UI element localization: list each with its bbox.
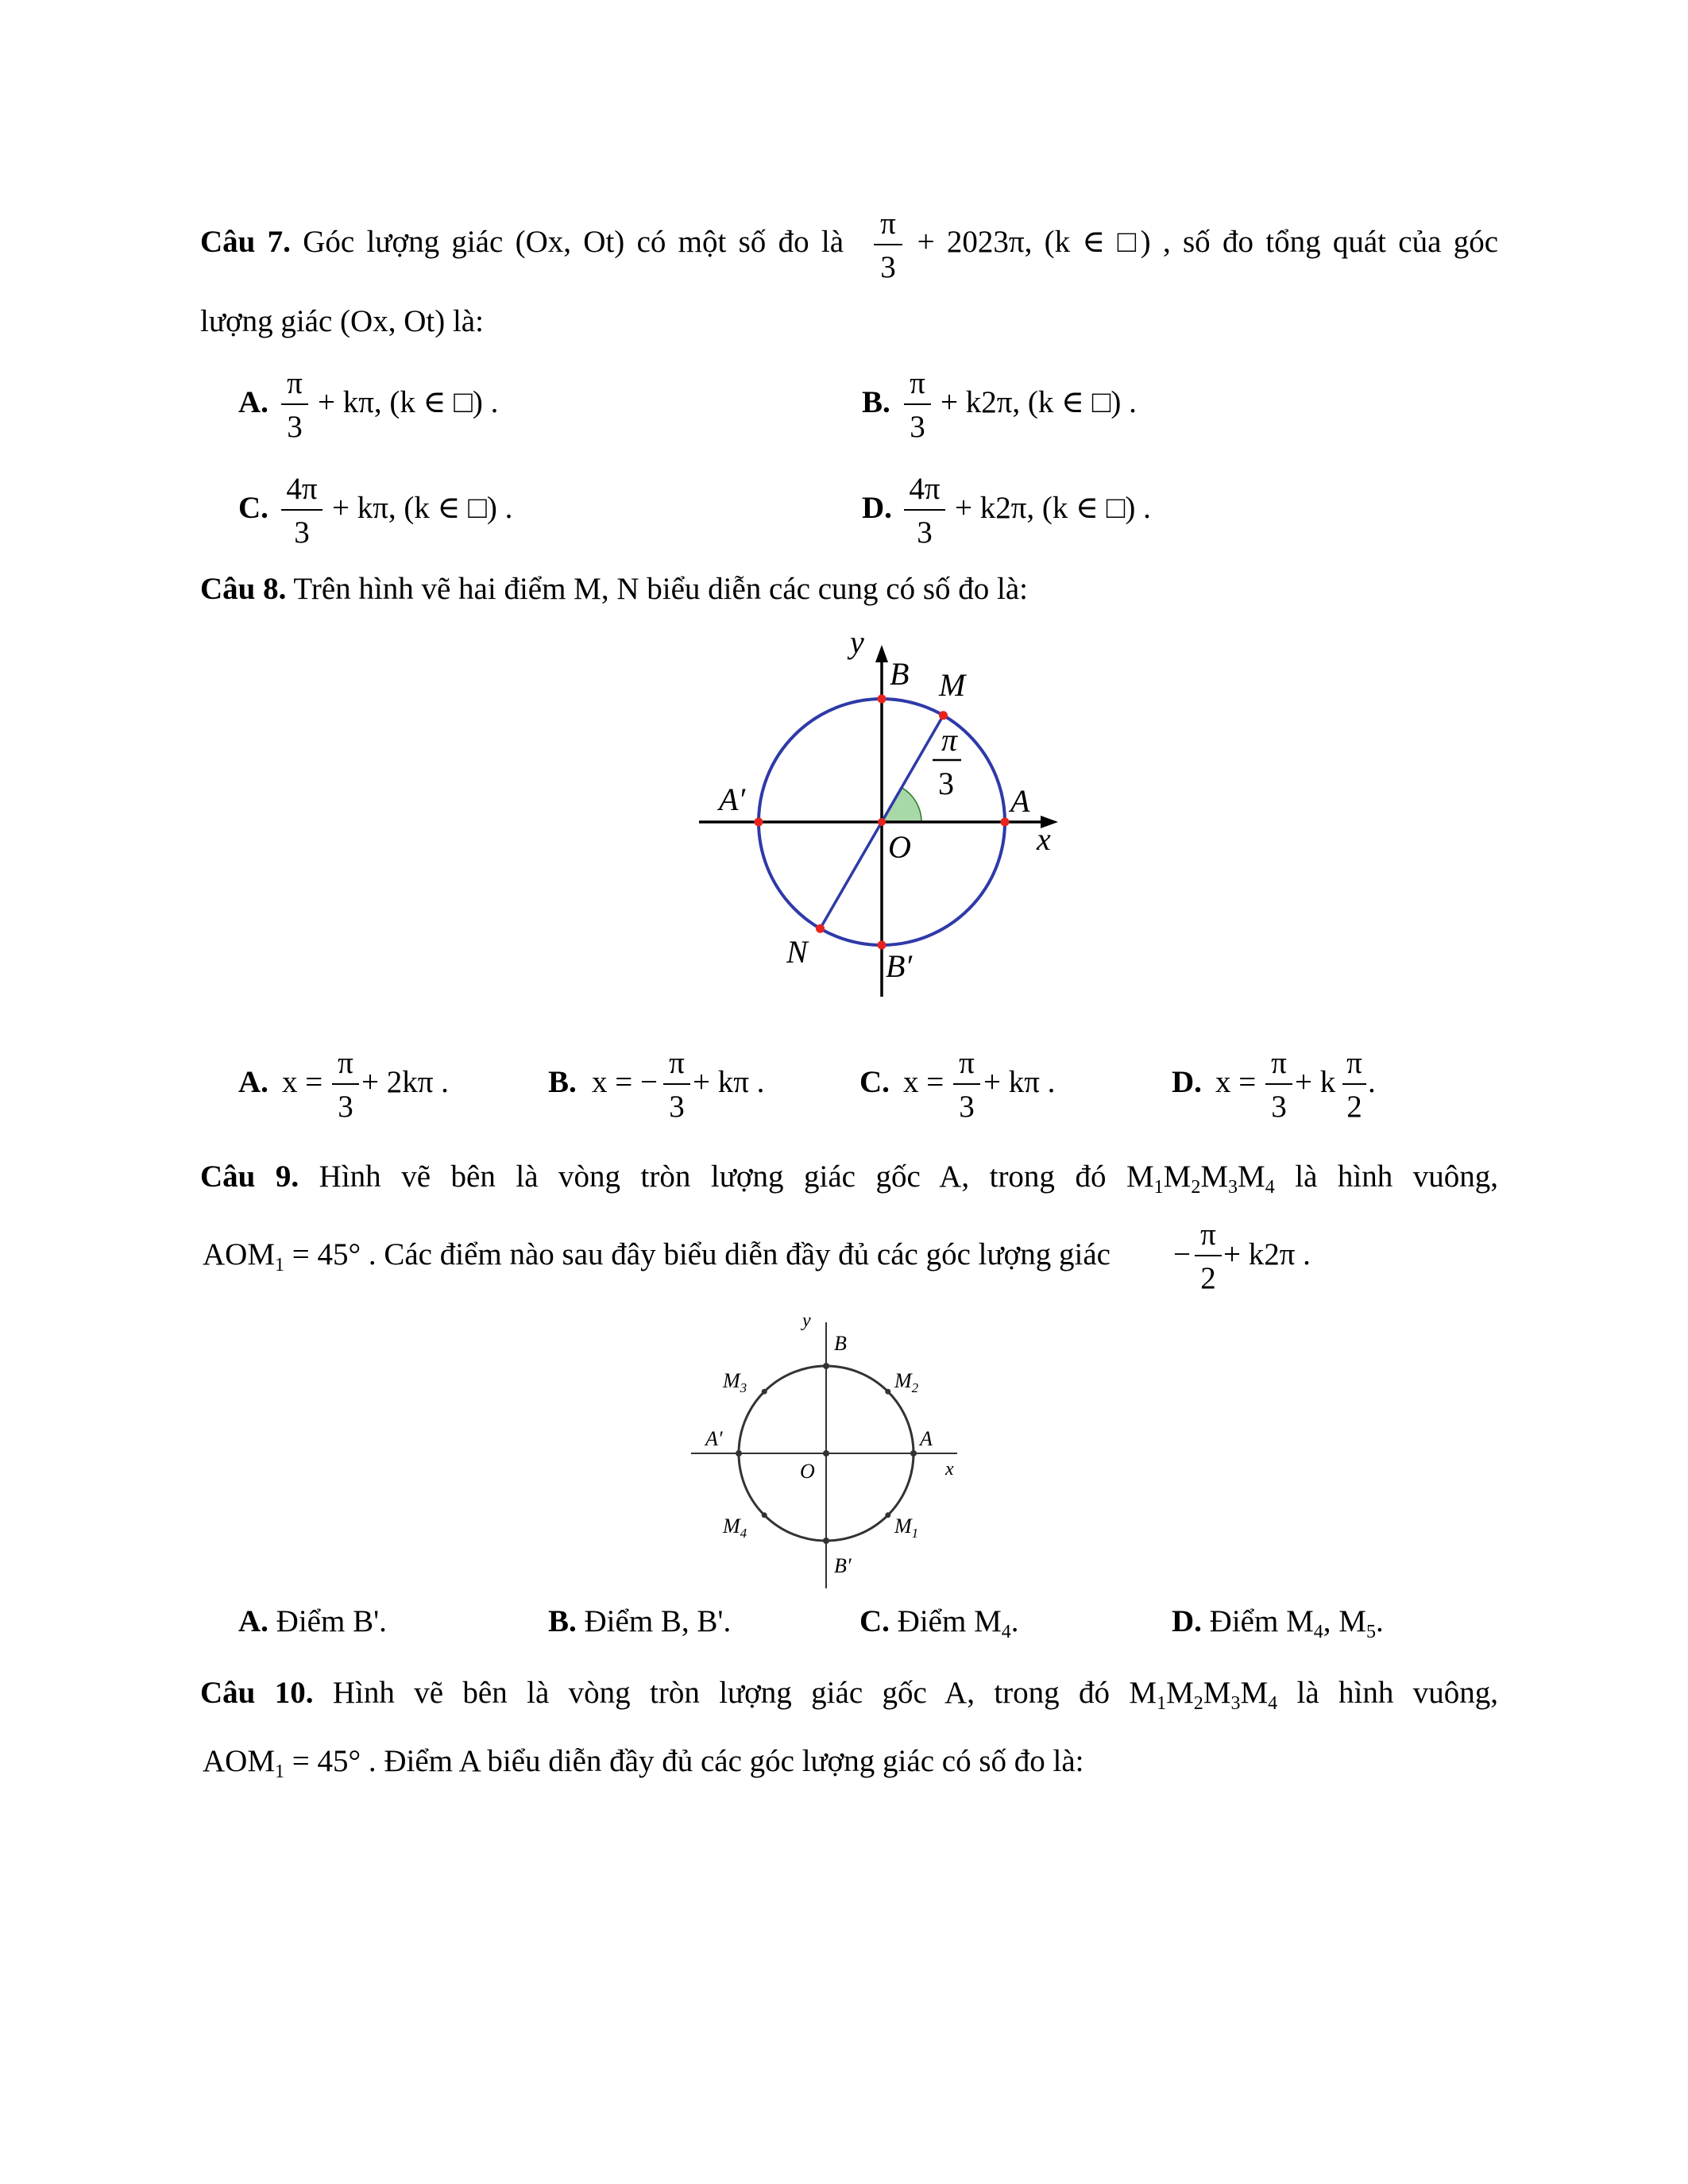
point-b-prime bbox=[878, 941, 886, 950]
point-m bbox=[939, 711, 948, 720]
point-n bbox=[816, 924, 825, 933]
q9-aom: AOM bbox=[203, 1237, 276, 1271]
q8-label: Câu 8. bbox=[200, 572, 287, 606]
q7-frac-den: 3 bbox=[880, 250, 896, 284]
option-fraction: π 3 bbox=[281, 368, 308, 442]
option-prefix: x = bbox=[903, 1065, 944, 1099]
q7-line1-a: Góc lượng giác (Ox, Ot) có một số đo là bbox=[303, 225, 844, 259]
label-o: O bbox=[888, 829, 911, 865]
label-a-prime: A′ bbox=[719, 781, 746, 817]
q7-line2: lượng giác (Ox, Ot) là: bbox=[200, 304, 484, 338]
option-text: + kπ, (k ∈ □) . bbox=[332, 491, 513, 525]
q9-expr-tail: + k2π . bbox=[1223, 1237, 1311, 1271]
label-x: x bbox=[1037, 821, 1051, 857]
point-a bbox=[1001, 818, 1010, 827]
option-letter: C. bbox=[238, 491, 268, 525]
option-text: . bbox=[1368, 1065, 1376, 1099]
q9-expr-fraction: π 2 bbox=[1195, 1219, 1222, 1294]
label-y: y bbox=[850, 635, 864, 660]
label-m3: $M_3$ bbox=[723, 1369, 747, 1395]
point-a-prime bbox=[736, 1450, 742, 1457]
option-fraction: 4π 3 bbox=[904, 473, 945, 548]
option-fraction: π 3 bbox=[332, 1048, 359, 1122]
q9-line1-text: Hình vẽ bên là vòng tròn lượng giác gốc A, trong đó M bbox=[319, 1160, 1154, 1194]
q9-line1-end: là hình vuông, bbox=[1295, 1160, 1499, 1194]
label-b-prime: B′ bbox=[886, 948, 913, 984]
label-m4: $M_4$ bbox=[723, 1515, 747, 1541]
option-text: + kπ, (k ∈ □) . bbox=[318, 385, 499, 419]
label-angle-den: 3 bbox=[938, 766, 954, 801]
point-m1 bbox=[885, 1512, 890, 1518]
q7-line1-b: + 2023π, (k ∈ □) , số đo tổng quát của góc bbox=[917, 225, 1499, 259]
option-letter: A. bbox=[238, 385, 268, 419]
q9-line1: Câu 9. Hình vẽ bên là vòng tròn lượng giác gốc A, trong đó $M_1M_2M_3M_4$ là hình vuông, bbox=[200, 1160, 1499, 1198]
q9-label: Câu 9. bbox=[200, 1160, 299, 1194]
q9-aom-value: = 45° . Các điểm nào sau đây biểu diễn đầy đủ các góc lượng giác bbox=[292, 1237, 1111, 1271]
option-fraction: π 3 bbox=[1265, 1048, 1292, 1122]
option-text: + k2π, (k ∈ □) . bbox=[955, 491, 1151, 525]
option-text: Điểm B'. bbox=[276, 1604, 387, 1638]
point-m4 bbox=[762, 1512, 767, 1518]
option-text: + kπ . bbox=[693, 1065, 765, 1099]
point-b bbox=[823, 1363, 829, 1369]
label-angle-num: π bbox=[941, 722, 958, 758]
option-fraction: π 3 bbox=[663, 1048, 690, 1122]
option-fraction: 4π 3 bbox=[281, 473, 323, 548]
q10-line1-text: Hình vẽ bên là vòng tròn lượng giác gốc A, trong đó M bbox=[332, 1676, 1157, 1710]
q10-aom-value: = 45° . Điểm A biểu diễn đầy đủ các góc lượng giác có số đo là: bbox=[292, 1744, 1084, 1778]
option-text: + 2kπ . bbox=[361, 1065, 449, 1099]
q10-line1: Câu 10. Hình vẽ bên là vòng tròn lượng giác gốc A, trong đó $M_1M_2M_3M_4$ là hình vuông, bbox=[200, 1676, 1498, 1714]
option-text: Điểm M bbox=[897, 1604, 1002, 1638]
label-b: B bbox=[890, 656, 910, 692]
unit-circle-figure-q9 bbox=[683, 1306, 977, 1600]
q8-text: Trên hình vẽ hai điểm M, N biểu diễn các cung có số đo là: bbox=[293, 572, 1029, 606]
point-m3 bbox=[762, 1389, 767, 1395]
option-letter: A. bbox=[238, 1065, 268, 1099]
label-b-prime: B′ bbox=[834, 1554, 852, 1577]
point-b-prime bbox=[823, 1538, 829, 1544]
option-prefix: x = bbox=[282, 1065, 323, 1099]
label-a: A bbox=[1010, 783, 1030, 819]
q10-line2: $AOM_1 = 45^\circ$ . Điểm A biểu diễn đầy đủ các góc lượng giác có số đo là: bbox=[203, 1744, 1084, 1782]
unit-circle-figure-q8 bbox=[699, 635, 1072, 1009]
q9-option-b[interactable] bbox=[548, 1606, 731, 1637]
option-letter: C. bbox=[859, 1604, 890, 1638]
option-letter: B. bbox=[548, 1604, 577, 1638]
label-y: y bbox=[802, 1310, 811, 1331]
q7-frac-num: π bbox=[880, 206, 896, 241]
label-m1: $M_1$ bbox=[894, 1515, 919, 1541]
angle-sector bbox=[882, 788, 921, 822]
option-letter: D. bbox=[862, 491, 892, 525]
q7-fraction bbox=[874, 208, 902, 283]
option-mid: + k bbox=[1295, 1065, 1336, 1099]
point-b bbox=[878, 695, 886, 704]
q7-label: Câu 7. bbox=[200, 225, 291, 259]
option-letter: C. bbox=[859, 1065, 890, 1099]
label-a: A bbox=[920, 1427, 933, 1450]
label-x: x bbox=[945, 1459, 954, 1480]
q10-line1-end: là hình vuông, bbox=[1296, 1676, 1498, 1710]
option-prefix: x = − bbox=[592, 1065, 658, 1099]
option-letter: D. bbox=[1172, 1065, 1202, 1099]
point-o bbox=[823, 1450, 829, 1457]
option-letter: D. bbox=[1172, 1604, 1202, 1638]
q8-stem bbox=[200, 573, 1028, 604]
point-o bbox=[878, 818, 886, 826]
option-letter: A. bbox=[238, 1604, 268, 1638]
option-letter: B. bbox=[548, 1065, 577, 1099]
option-text: Điểm M bbox=[1209, 1604, 1314, 1638]
point-a-prime bbox=[755, 818, 763, 827]
q9-option-a[interactable] bbox=[238, 1606, 387, 1637]
label-o: O bbox=[800, 1460, 815, 1483]
option-prefix: x = bbox=[1215, 1065, 1257, 1099]
option-fraction-2: π 2 bbox=[1342, 1048, 1366, 1122]
label-b: B bbox=[834, 1332, 847, 1355]
option-text: Điểm B, B'. bbox=[584, 1604, 732, 1638]
q9-line2: $AOM_1 = 45^\circ$ . Các điểm nào sau đây biểu diễn đầy đủ các góc lượng giác bbox=[203, 1237, 1111, 1275]
point-m2 bbox=[885, 1389, 890, 1395]
option-text: + k2π, (k ∈ □) . bbox=[941, 385, 1137, 419]
q9-option-c[interactable]: C. Điểm $M_4$. bbox=[859, 1604, 1019, 1642]
q9-option-d[interactable]: D. Điểm $M_4$, $M_5$. bbox=[1172, 1604, 1384, 1642]
y-axis-arrow-icon bbox=[875, 645, 888, 662]
q10-aom: AOM bbox=[203, 1744, 276, 1778]
option-text: + kπ . bbox=[983, 1065, 1056, 1099]
label-m2: $M_2$ bbox=[894, 1369, 919, 1395]
q9-expr-minus: − bbox=[1173, 1237, 1191, 1271]
q10-label: Câu 10. bbox=[200, 1676, 314, 1710]
option-fraction: π 3 bbox=[953, 1048, 980, 1122]
option-letter: B. bbox=[862, 385, 890, 419]
label-n: N bbox=[786, 934, 808, 970]
label-a-prime: A′ bbox=[705, 1427, 723, 1450]
option-fraction: π 3 bbox=[904, 368, 931, 442]
point-a bbox=[910, 1450, 917, 1457]
q7-line1 bbox=[200, 226, 1498, 257]
label-m: M bbox=[939, 667, 966, 703]
